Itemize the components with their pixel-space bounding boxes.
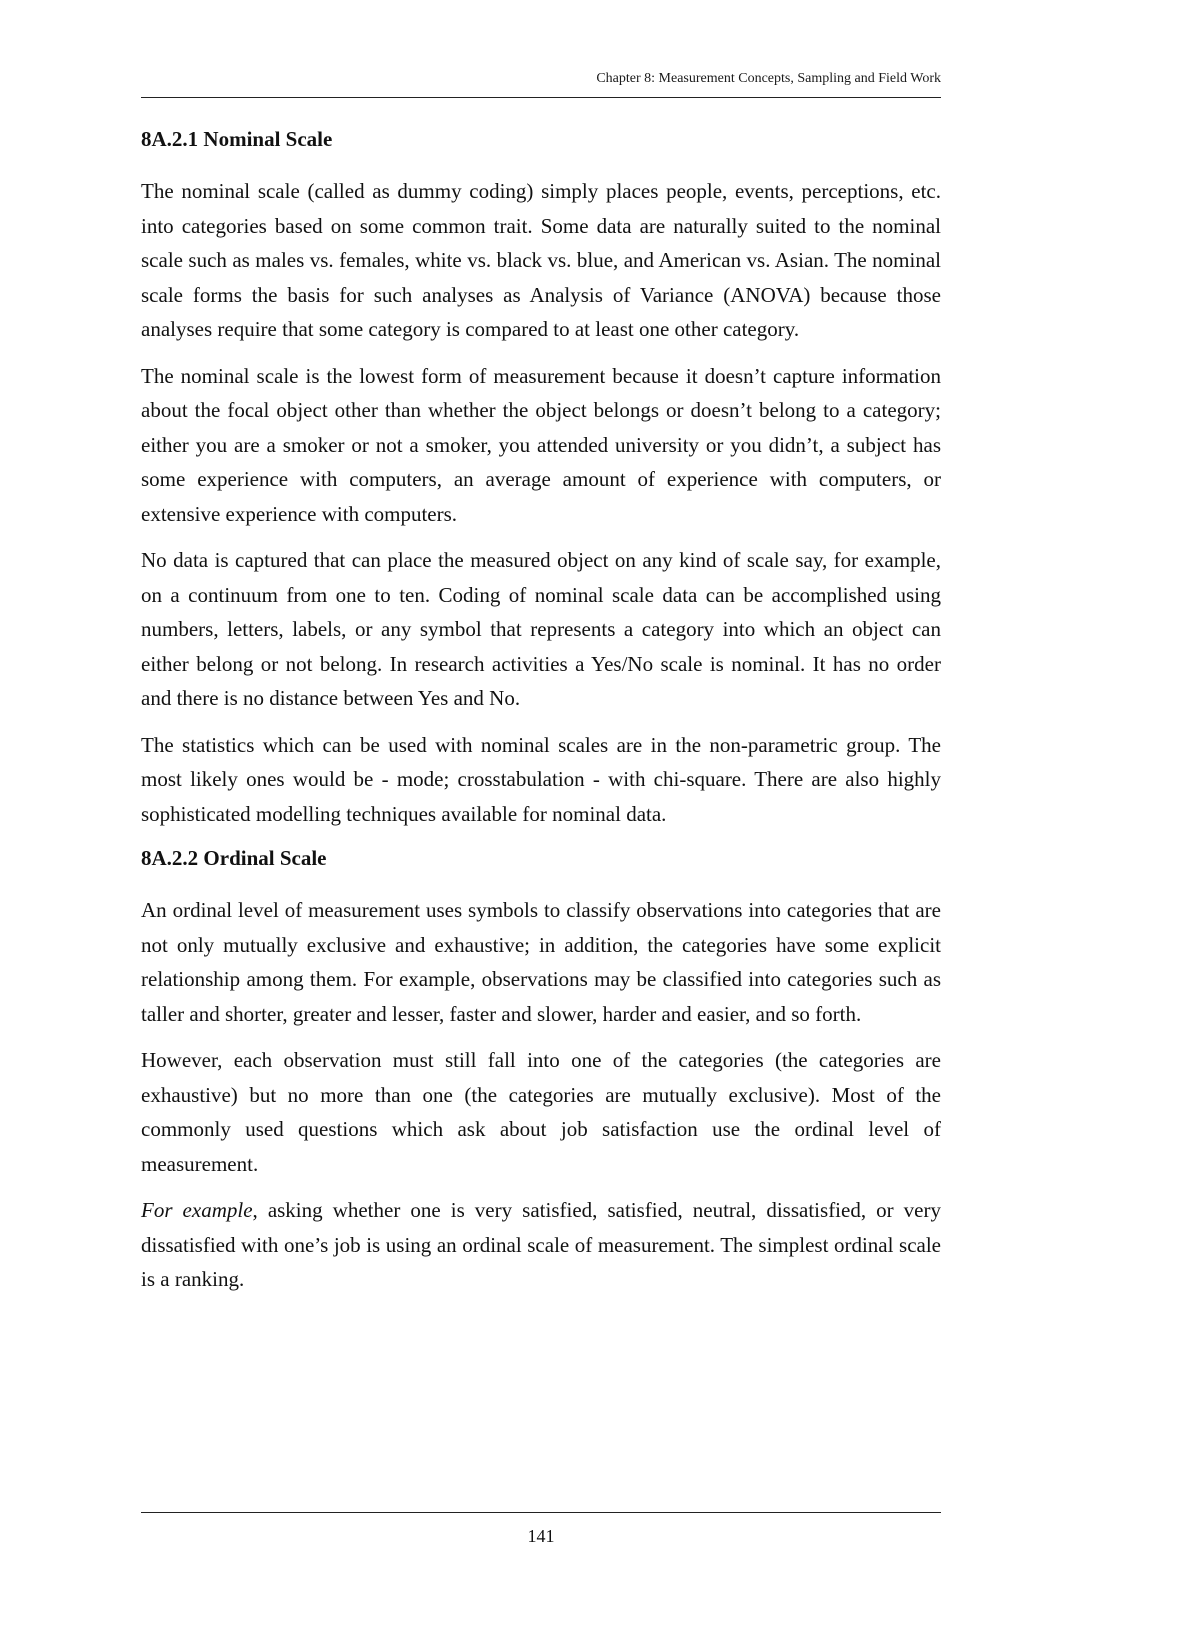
section-heading-ordinal-scale: 8A.2.2 Ordinal Scale <box>141 846 327 870</box>
footer-divider <box>141 1512 941 1513</box>
example-emphasis: For example <box>141 1198 253 1222</box>
example-text: , asking whether one is very satisfied, satisfied, neutral, dissatisfied, or very dissatisfied with one’s job is using an ordinal scale of measurement. The simplest ordinal scale is a ranking. <box>141 1198 941 1291</box>
page-body <box>141 124 941 1309</box>
page-number: 141 <box>527 1526 555 1546</box>
section-heading-nominal-scale: 8A.2.1 Nominal Scale <box>141 127 333 151</box>
paragraph: No data is captured that can place the measured object on any kind of scale say, for example, on a continuum from one to ten. Coding of nominal scale data can be accomplished using numbers, letters, labels, or any symbol that represents a category into which an object can either belong or not belong. In research activities a Yes/No scale is nominal. It has no order and there is no distance between Yes and No. <box>141 548 941 710</box>
paragraph: However, each observation must still fall into one of the categories (the categories are exhaustive) but no more than one (the categories are mutually exclusive). Most of the commonly used questions which ask about job satisfaction use the ordinal level of measurement. <box>141 1048 941 1176</box>
paragraph: An ordinal level of measurement uses symbols to classify observations into categories that are not only mutually exclusive and exhaustive; in addition, the categories have some explicit relationship among them. For example, observations may be classified into categories such as taller and shorter, greater and lesser, faster and slower, harder and easier, and so forth. <box>141 898 941 1026</box>
paragraph: The nominal scale (called as dummy coding) simply places people, events, perceptions, etc. into categories based on some common trait. Some data are naturally suited to the nominal scale such as males vs. females, white vs. black vs. blue, and American vs. Asian. The nominal scale forms the basis for such analyses as Analysis of Variance (ANOVA) because those analyses require that some category is compared to at least one other category. <box>141 179 941 341</box>
header-divider <box>141 97 941 98</box>
running-header: Chapter 8: Measurement Concepts, Sampling and Field Work <box>596 71 941 86</box>
paragraph: The statistics which can be used with nominal scales are in the non-parametric group. The most likely ones would be - mode; crosstabulation - with chi-square. There are also highly sophisticated modelling techniques available for nominal data. <box>141 732 941 826</box>
paragraph-example <box>141 1193 941 1297</box>
paragraph: The nominal scale is the lowest form of measurement because it doesn’t capture information about the focal object other than whether the object belongs or doesn’t belong to a category; either you are a smoker or not a smoker, you attended university or you didn’t, a subject has some experience with computers, an average amount of experience with computers, or extensive experience with computers. <box>141 363 941 526</box>
